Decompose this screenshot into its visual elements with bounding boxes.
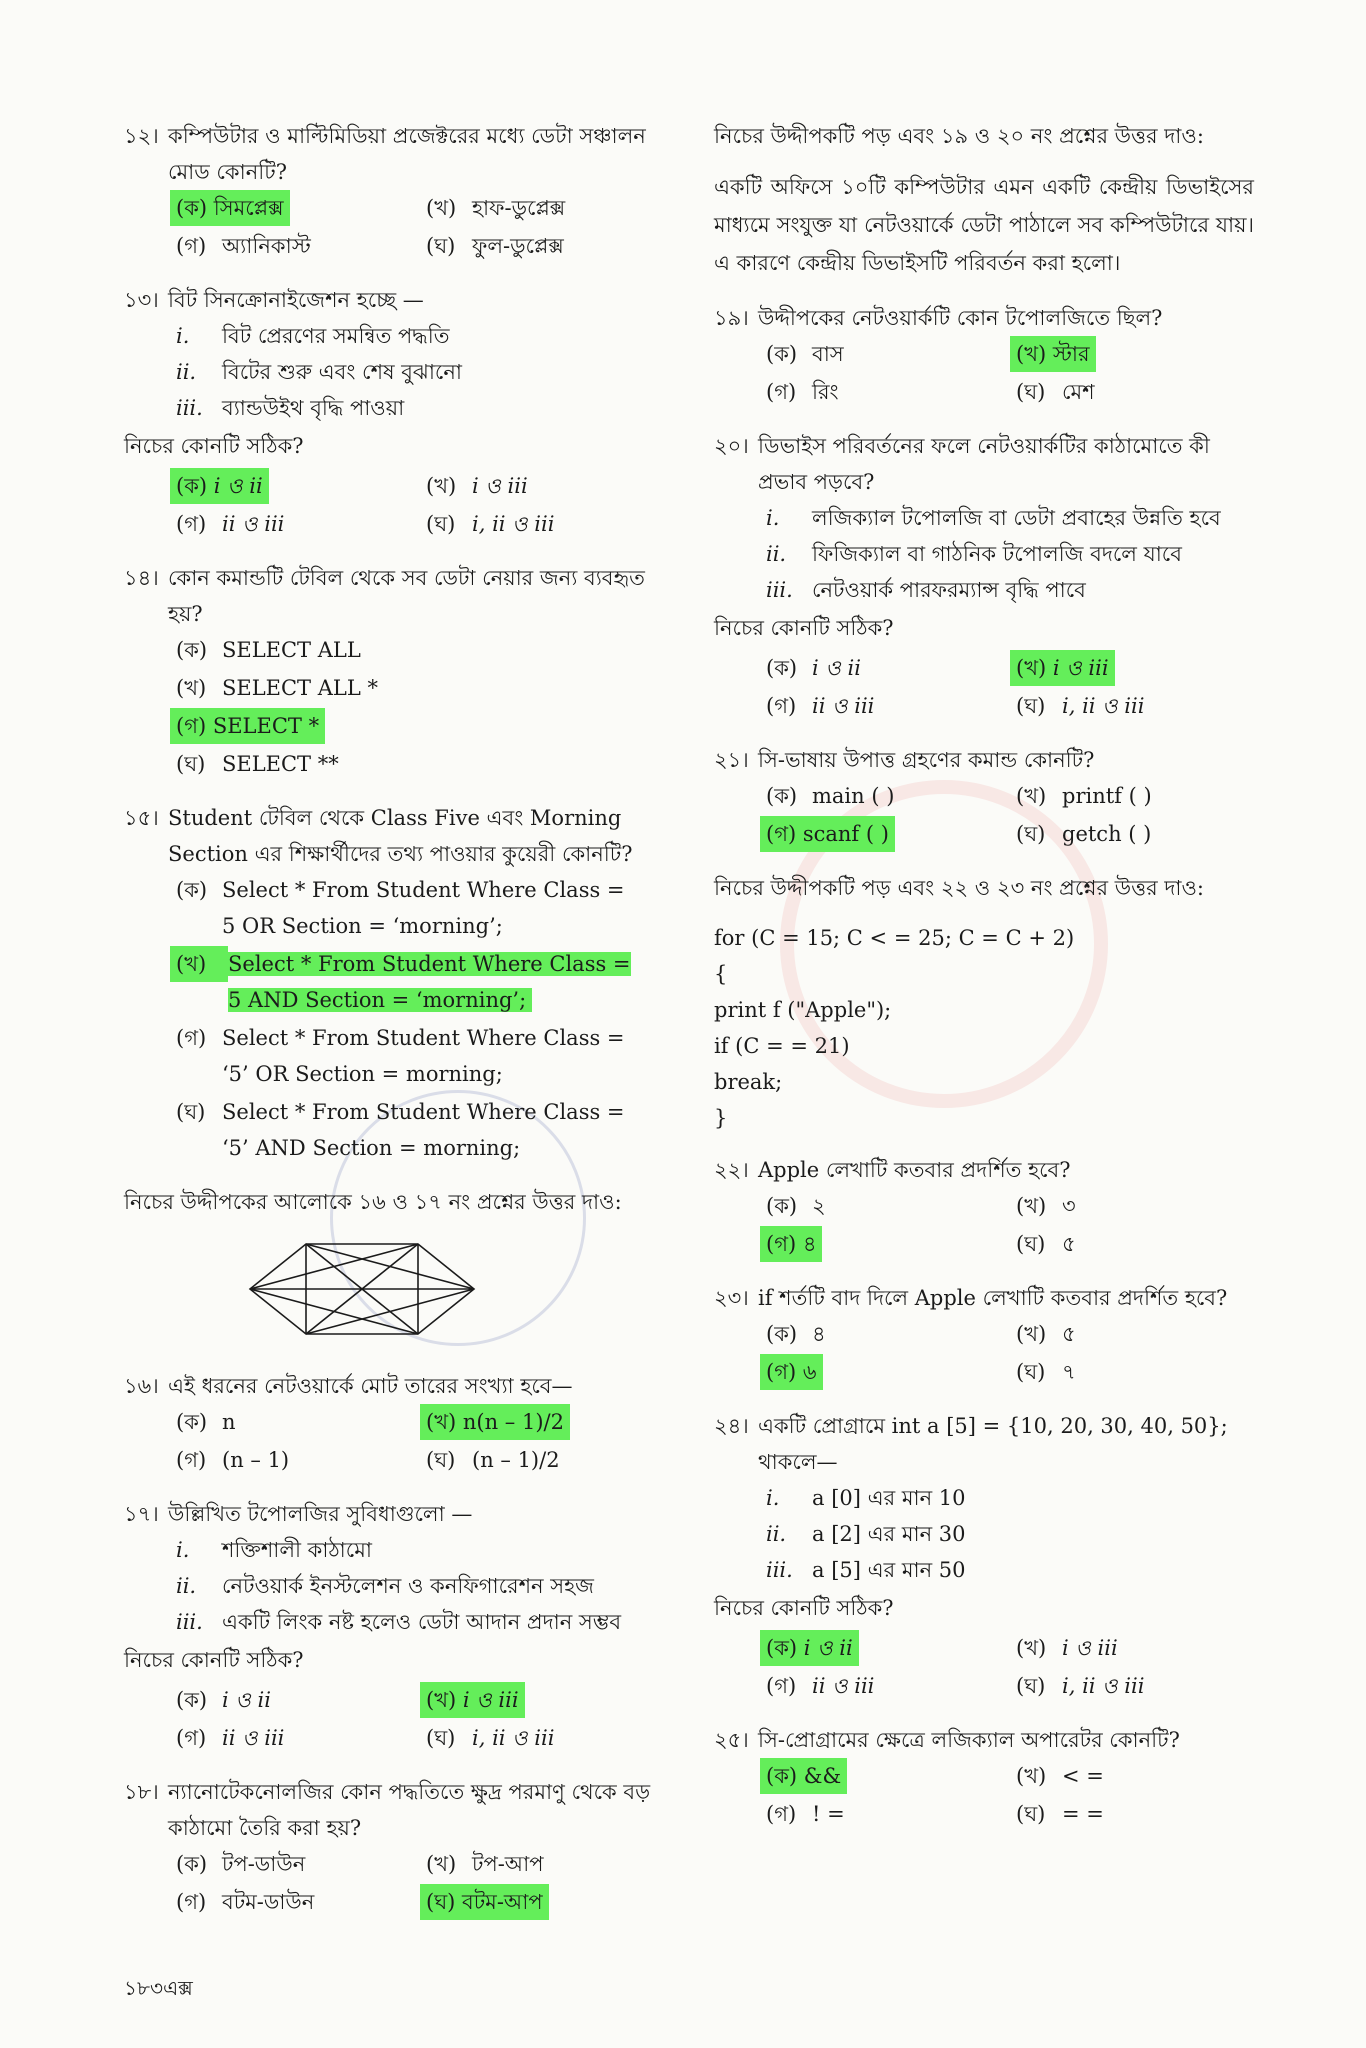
option-ka[interactable]: (ক) টপ-ডাউন (176, 1852, 306, 1876)
option-ka[interactable] (766, 1758, 1016, 1794)
option-ka[interactable]: (ক) i ও ii (176, 1688, 271, 1712)
statement-ii: ii. ফিজিক্যাল বা গাঠনিক টপোলজি বদলে যাবে (766, 542, 1182, 566)
ask-note: নিচের কোনটি সঠিক? (124, 434, 304, 458)
option-ga[interactable] (766, 816, 1016, 852)
answer-highlight: (ঘ) বটম-আপ (420, 1884, 549, 1920)
question-22: ২২। Apple লেখাটি কতবার প্রদর্শিত হবে? (ক) ২ (খ) ৩ (গ) ৪ (ঘ) ৫ (714, 1152, 1254, 1262)
option-kha[interactable] (426, 1682, 676, 1718)
question-18: ১৮। ন্যানোটেকনোলজির কোন পদ্ধতিতে ক্ষুদ্র পরমাণু থেকে বড় কাঠামো তৈরি করা হয়? (ক) টপ-ডাউন (খ) টপ-আপ (গ) বটম-ডাউন (ঘ) বটম-আপ (124, 1774, 664, 1920)
option-gha[interactable] (426, 1884, 676, 1920)
answer-highlight: (গ) SELECT * (170, 708, 325, 744)
question-23: ২৩। if শর্তটি বাদ দিলে Apple লেখাটি কতবার প্রদর্শিত হবে? (ক) ৪ (খ) ৫ (গ) ৬ (ঘ) ৭ (714, 1280, 1254, 1390)
option-ka[interactable]: (ক) i ও ii (766, 656, 861, 680)
option-gha[interactable]: (ঘ) SELECT ** (176, 752, 339, 776)
option-ga[interactable]: (গ) (n – 1) (176, 1448, 290, 1472)
option-ka[interactable]: (ক) Select * From Student Where Class = 5 OR Section = ‘morning’; (176, 878, 625, 938)
question-25: ২৫। সি-প্রোগ্রামের ক্ষেত্রে লজিক্যাল অপারেটর কোনটি? (ক) && (খ) < = (গ) ! = (ঘ) = = (714, 1722, 1254, 1832)
question-12 (124, 118, 664, 264)
option-kha[interactable] (1016, 650, 1266, 686)
options (766, 650, 1254, 724)
option-gha[interactable]: (ঘ) = = (1016, 1802, 1104, 1826)
mesh-topology-diagram (242, 1234, 664, 1348)
answer-highlight: (ক) i ও ii (760, 1630, 859, 1666)
stimulus-22-23: নিচের উদ্দীপকটি পড় এবং ২২ ও ২৩ নং প্রশ্নের উত্তর দাও: (714, 876, 1204, 900)
statement-i: i. a [0] এর মান 10 (766, 1486, 966, 1510)
option-kha[interactable]: (খ) ৩ (1016, 1194, 1076, 1218)
question-16: ১৬। এই ধরনের নেটওয়ার্কে মোট তারের সংখ্যা হবে— (ক) n (খ) n(n – 1)/2 (গ) (n – 1) (ঘ) (n – 1)/2 (124, 1368, 664, 1478)
statement-ii: ii. a [2] এর মান 30 (766, 1522, 966, 1546)
question-20: ২০। ডিভাইস পরিবর্তনের ফলে নেটওয়ার্কটির কাঠামোতে কী প্রভাব পড়বে? i. লজিক্যাল টপোলজি বা ডেটা প্রবাহের উন্নতি হবে ii. ফিজিক্যাল বা গাঠনিক টপোলজি বদলে যাবে iii. নেটওয়ার্ক পারফরম্যান্স বৃদ্ধি পাবে নিচের কোনটি সঠিক? (ক) i ও ii (খ) i ও iii (গ) ii ও iii (ঘ) i, ii ও iii (714, 428, 1254, 724)
statement-ii: ii. নেটওয়ার্ক ইনস্টলেশন ও কনফিগারেশন সহজ (176, 1574, 594, 1598)
statement-iii: iii. নেটওয়ার্ক পারফরম্যান্স বৃদ্ধি পাবে (766, 578, 1086, 602)
options (176, 1404, 664, 1478)
option-ka[interactable]: (ক) ২ (766, 1194, 826, 1218)
statements (766, 1480, 1254, 1588)
answer-highlight: (গ) scanf ( ) (760, 816, 895, 852)
option-kha[interactable]: (খ) SELECT ALL * (176, 676, 378, 700)
options (766, 1316, 1254, 1390)
option-gha[interactable]: (ঘ) ৫ (1016, 1232, 1076, 1256)
option-kha[interactable]: (খ) Select * From Student Where Class = 5 AND Section = ‘morning’; (176, 946, 636, 1018)
statement-i: i. লজিক্যাল টপোলজি বা ডেটা প্রবাহের উন্নতি হবে (766, 506, 1221, 530)
options (766, 778, 1254, 852)
options (176, 468, 664, 542)
options (176, 1682, 664, 1756)
options (766, 1758, 1254, 1832)
option-ga[interactable] (176, 708, 636, 744)
options (176, 872, 664, 1166)
option-ka[interactable]: (ক) n (176, 1410, 236, 1434)
page-number: ১৮৩এক্স (124, 1976, 193, 2000)
option-ka[interactable] (176, 190, 426, 226)
options (176, 1846, 664, 1920)
option-ka[interactable]: (ক) বাস (766, 342, 844, 366)
option-gha[interactable]: (ঘ) ৭ (1016, 1360, 1076, 1384)
options (766, 1630, 1254, 1704)
option-kha[interactable] (1016, 336, 1266, 372)
statement-i: i. শক্তিশালী কাঠামো (176, 1538, 372, 1562)
option-ka[interactable] (176, 468, 426, 504)
answer-highlight: (খ) স্টার (1010, 336, 1096, 372)
right-column (714, 118, 1254, 1850)
statement-ii: ii. বিটের শুরু এবং শেষ বুঝানো (176, 360, 462, 384)
answer-highlight: (খ) i ও iii (420, 1682, 525, 1718)
option-kha[interactable]: (খ) < = (1016, 1764, 1104, 1788)
statement-i: i. বিট প্রেরণের সমন্বিত পদ্ধতি (176, 324, 450, 348)
answer-highlight: (ক) সিমপ্লেক্স (170, 190, 290, 226)
option-kha[interactable]: (খ) i ও iii (1016, 1636, 1118, 1660)
option-ga[interactable]: (গ) ii ও iii (176, 512, 285, 536)
mesh-network-figure (242, 1234, 482, 1344)
statements (176, 1532, 664, 1640)
option-ga[interactable]: (গ) ii ও iii (766, 694, 875, 718)
option-kha[interactable]: (খ) ৫ (1016, 1322, 1076, 1346)
option-ga[interactable]: (গ) ii ও iii (766, 1674, 875, 1698)
question-15: ১৫। Student টেবিল থেকে Class Five এবং Morning Section এর শিক্ষার্থীদের তথ্য পাওয়ার কুয়েরী কোনটি? (ক) Select * From Student Where Class = 5 OR Section = ‘morning’; (খ) Select * From Student Where Class = 5 AND Section = ‘morning’; (গ) Select * From Student Where Class = ‘5’ OR Section = morning; (ঘ) Select * From Student Where Class = ‘5’ AND Section = morning; (124, 800, 664, 1166)
option-gha[interactable]: (ঘ) i, ii ও iii (1016, 1674, 1145, 1698)
option-kha[interactable]: (খ) হাফ-ডুপ্লেক্স (426, 196, 566, 220)
statement-iii: iii. ব্যান্ডউইথ বৃদ্ধি পাওয়া (176, 396, 405, 420)
answer-highlight: (খ) n(n – 1)/2 (420, 1404, 570, 1440)
answer-highlight: (ক) i ও ii (170, 468, 269, 504)
option-ga[interactable]: (গ) বটম-ডাউন (176, 1890, 315, 1914)
option-ka[interactable] (766, 1630, 1016, 1666)
options (766, 1188, 1254, 1262)
option-ka[interactable]: (ক) SELECT ALL (176, 638, 361, 662)
option-ga[interactable] (766, 1354, 1016, 1390)
option-ga[interactable]: (গ) ! = (766, 1802, 845, 1826)
option-kha[interactable] (426, 1404, 676, 1440)
option-gha[interactable]: (ঘ) ফুল-ডুপ্লেক্স (426, 234, 564, 258)
question-text: কম্পিউটার ও মাল্টিমিডিয়া প্রজেক্টরের মধ্যে ডেটা সঞ্চালন মোড কোনটি? (168, 124, 646, 184)
stimulus-body: একটি অফিসে ১০টি কম্পিউটার এমন একটি কেন্দ্রীয় ডিভাইসের মাধ্যমে সংযুক্ত যা নেটওয়ার্কে ডেটা পাঠালে সব কম্পিউটারে যায়। এ কারণে কেন্দ্রীয় ডিভাইসটি পরিবর্তন করা হলো। (714, 175, 1254, 275)
option-ka[interactable]: (ক) main ( ) (766, 784, 895, 808)
question-13: ১৩। বিট সিনক্রোনাইজেশন হচ্ছে — i. বিট প্রেরণের সমন্বিত পদ্ধতি ii. বিটের শুরু এবং শেষ বুঝানো iii. ব্যান্ডউইথ বৃদ্ধি পাওয়া নিচের কোনটি সঠিক? (ক) i ও ii (খ) i ও iii (গ) ii ও iii (ঘ) i, ii ও iii (124, 282, 664, 542)
question-number: ১২। (124, 124, 159, 148)
option-ga[interactable] (766, 1226, 1016, 1262)
option-gha[interactable]: (ঘ) মেশ (1016, 380, 1095, 404)
option-ka[interactable]: (ক) ৪ (766, 1322, 826, 1346)
statement-iii: iii. a [5] এর মান 50 (766, 1558, 966, 1582)
answer-highlight: (খ) i ও iii (1010, 650, 1115, 686)
statements (176, 318, 664, 426)
options (766, 336, 1254, 410)
question-19: ১৯। উদ্দীপকের নেটওয়ার্কটি কোন টপোলজিতে ছিল? (ক) বাস (খ) স্টার (গ) রিং (ঘ) মেশ (714, 300, 1254, 410)
question-21: ২১। সি-ভাষায় উপাত্ত গ্রহণের কমান্ড কোনটি? (ক) main ( ) (খ) printf ( ) (গ) scanf ( ) (ঘ) getch ( ) (714, 742, 1254, 852)
option-gha[interactable]: (ঘ) (n – 1)/2 (426, 1448, 560, 1472)
answer-highlight: (গ) ৬ (760, 1354, 823, 1390)
answer-highlight: (খ) (170, 946, 228, 982)
option-ga[interactable]: (গ) অ্যানিকাস্ট (176, 234, 311, 258)
code-snippet: for (C = 15; C < = 25; C = C + 2) { print f ("Apple"); if (C = = 21) break; } (714, 926, 1075, 1130)
statements (766, 500, 1254, 608)
option-kha[interactable]: (খ) printf ( ) (1016, 784, 1152, 808)
stimulus-16-17: নিচের উদ্দীপকের আলোকে ১৬ ও ১৭ নং প্রশ্নের উত্তর দাও: (124, 1190, 622, 1214)
option-kha[interactable]: (খ) i ও iii (426, 474, 528, 498)
option-gha[interactable]: (ঘ) Select * From Student Where Class = ‘5’ AND Section = morning; (176, 1100, 625, 1160)
statement-iii: iii. একটি লিংক নষ্ট হলেও ডেটা আদান প্রদান সম্ভব (176, 1610, 622, 1634)
option-gha[interactable]: (ঘ) getch ( ) (1016, 822, 1152, 846)
options (176, 190, 664, 264)
left-column (124, 118, 664, 1938)
answer-highlight: (গ) ৪ (760, 1226, 822, 1262)
option-ga[interactable]: (গ) রিং (766, 380, 839, 404)
question-17: ১৭। উল্লিখিত টপোলজির সুবিধাগুলো — i. শক্তিশালী কাঠামো ii. নেটওয়ার্ক ইনস্টলেশন ও কনফিগারেশন সহজ iii. একটি লিংক নষ্ট হলেও ডেটা আদান প্রদান সম্ভব নিচের কোনটি সঠিক? (ক) i ও ii (খ) i ও iii (গ) ii ও iii (ঘ) i, ii ও iii (124, 1496, 664, 1756)
question-24: ২৪। একটি প্রোগ্রামে int a [5] = {10, 20, 30, 40, 50}; থাকলে— i. a [0] এর মান 10 ii. a [2] এর মান 30 iii. a [5] এর মান 50 নিচের কোনটি সঠিক? (ক) i ও ii (খ) i ও iii (গ) ii ও iii (ঘ) i, ii ও iii (714, 1408, 1254, 1704)
question-14: ১৪। কোন কমান্ডটি টেবিল থেকে সব ডেটা নেয়ার জন্য ব্যবহৃত হয়? (ক) SELECT ALL (খ) SELECT ALL * (গ) SELECT * (ঘ) SELECT ** (124, 560, 664, 782)
answer-highlight: (ক) && (760, 1758, 847, 1794)
option-ga[interactable]: (গ) Select * From Student Where Class = ‘5’ OR Section = morning; (176, 1026, 625, 1086)
stimulus-19-20: নিচের উদ্দীপকটি পড় এবং ১৯ ও ২০ নং প্রশ্নের উত্তর দাও: (714, 124, 1204, 148)
option-gha[interactable]: (ঘ) i, ii ও iii (426, 1726, 555, 1750)
option-ga[interactable]: (গ) ii ও iii (176, 1726, 285, 1750)
option-gha[interactable]: (ঘ) i, ii ও iii (1016, 694, 1145, 718)
option-kha[interactable]: (খ) টপ-আপ (426, 1852, 544, 1876)
option-gha[interactable]: (ঘ) i, ii ও iii (426, 512, 555, 536)
options (176, 632, 664, 782)
